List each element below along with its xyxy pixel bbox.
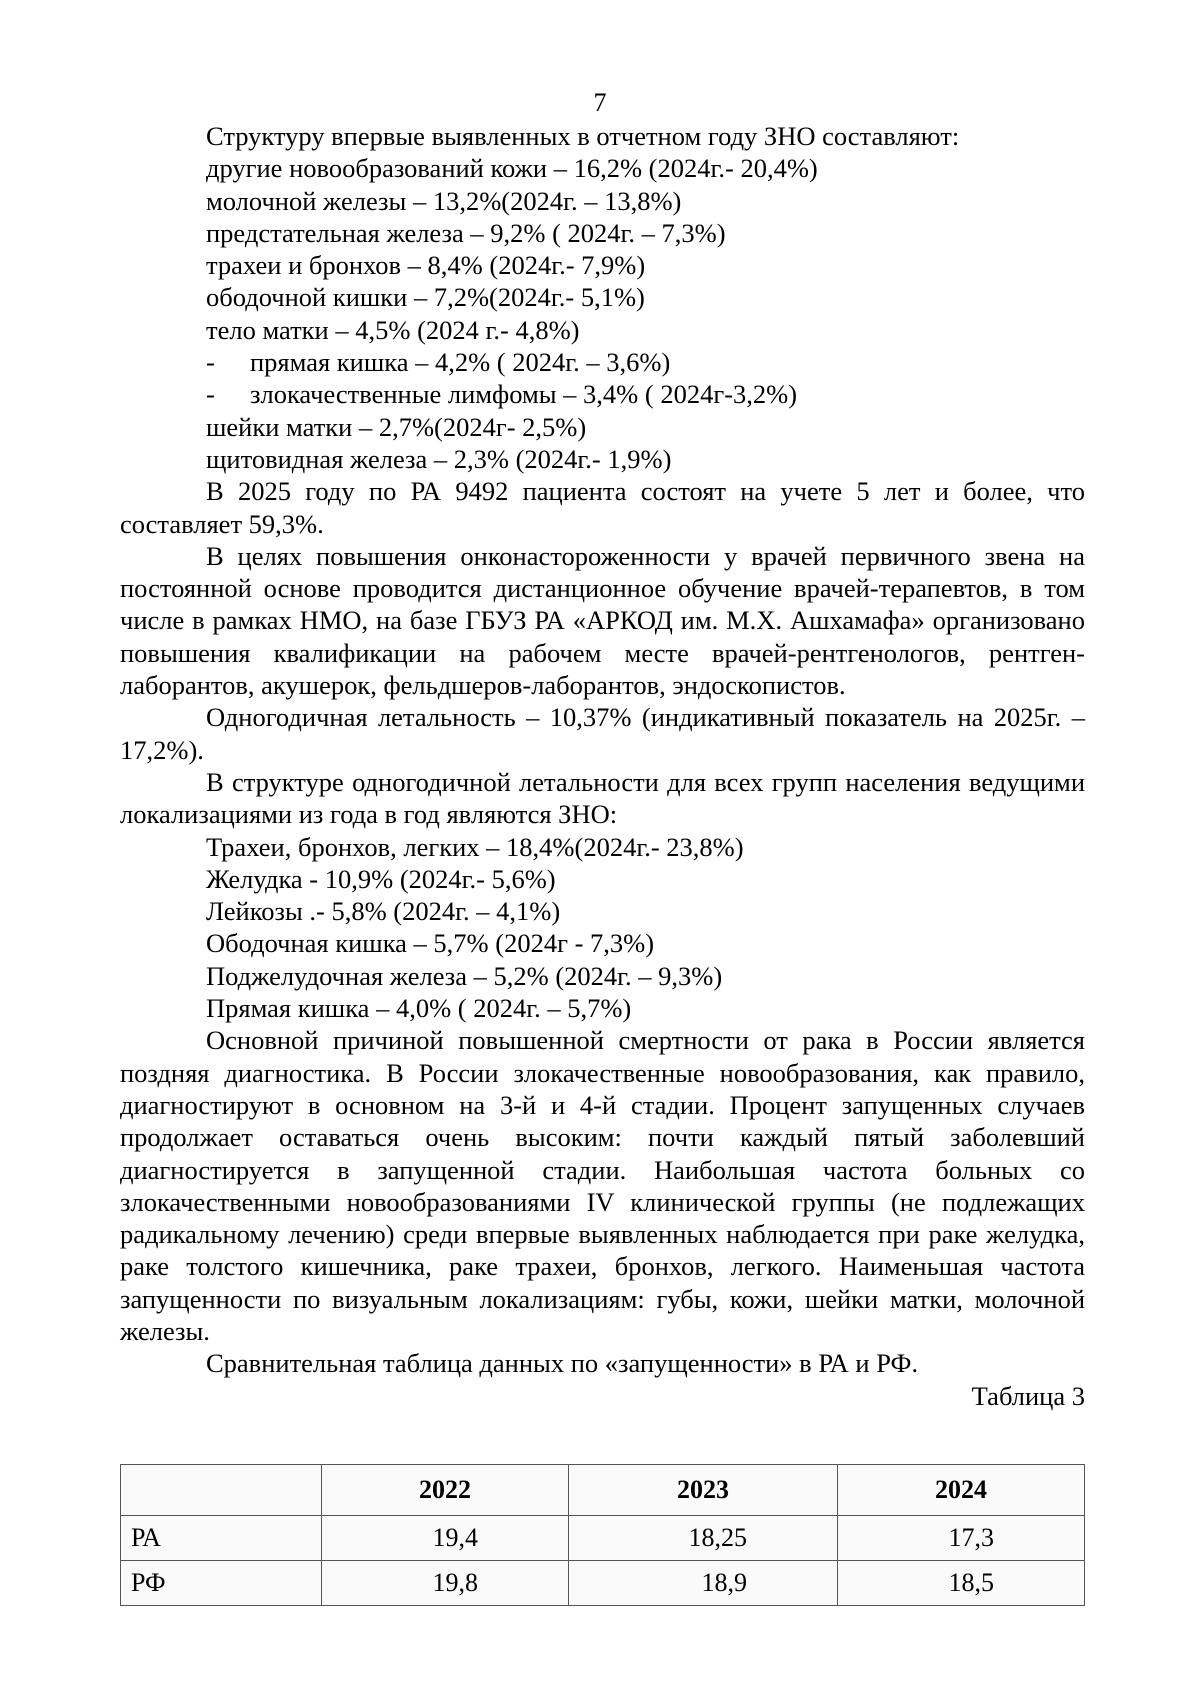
table-row-label: РА: [121, 1516, 322, 1561]
paragraph-lethality: Одногодичная летальность – 10,37% (индикативный показатель на 2025г. – 17,2%).: [120, 702, 1085, 765]
table-header-cell: 2022: [322, 1465, 569, 1516]
paragraph-training: В целях повышения онконастороженности у врачей первичного звена на постоянной основе проводится дистанционное обучение врачей-терапевтов, в том числе в рамках НМО, на базе ГБУЗ РА «АРКОД им. М.Х. Ашхамафа» организовано повышения квалификации на рабочем месте врачей-рентгенологов, рентген-лаборантов, акушерок, фельдшеров-лаборантов, эндоскопистов.: [120, 540, 1085, 701]
lethality-list: [120, 831, 1085, 1025]
table-cell: 19,4: [322, 1516, 569, 1561]
paragraph-mortality: Основной причиной повышенной смертности от рака в России является поздняя диагностика. В России злокачественные новообразования, как правило, диагностируют в основном на 3-й и 4-й стадии. Процент запущенных случаев продолжает оставаться очень высоким: почти каждый пятый заболевший диагностируется в запущенной стадии. Наибольшая частота больных со злокачественными новообразованиями IV клинической группы (не подлежащих радикальному лечению) среди впервые выявленных наблюдается при раке желудка, раке толстого кишечника, раке трахеи, бронхов, легкого. Наименьшая частота запущенности по визуальным локализациям: губы, кожи, шейки матки, молочной железы.: [120, 1025, 1085, 1346]
list-item: тело матки – 4,5% (2024 г.- 4,8%): [206, 314, 580, 345]
list-item: Ободочная кишка – 5,7% (2024г - 7,3%): [206, 928, 655, 959]
table-cell: 19,8: [322, 1561, 569, 1606]
table-row: [121, 1516, 1085, 1561]
list-item: предстательная железа – 9,2% ( 2024г. – 7,3%): [206, 217, 726, 248]
table-intro: Сравнительная таблица данных по «запущенности» в РА и РФ.: [206, 1348, 919, 1379]
list-item: - злокачественные лимфомы – 3,4% ( 2024г-3,2%): [206, 379, 798, 410]
list-item: Лейкозы .- 5,8% (2024г. – 4,1%): [206, 896, 561, 927]
paragraph-registered: В 2025 году по РА 9492 пациента состоят на учете 5 лет и более, что составляет 59,3%.: [120, 476, 1085, 539]
table-row-label: РФ: [121, 1561, 322, 1606]
list-item: Поджелудочная железа – 5,2% (2024г. – 9,3%): [206, 960, 723, 991]
structure-intro: Структуру впервые выявленных в отчетном году ЗНО составляют:: [206, 121, 960, 151]
list-item: ободочной кишки – 7,2%(2024г.- 5,1%): [206, 282, 645, 313]
page-number: 7: [593, 88, 607, 117]
list-item: шейки матки – 2,7%(2024г- 2,5%): [206, 411, 587, 442]
table-cell: 18,25: [569, 1516, 838, 1561]
list-item: Трахеи, бронхов, легких – 18,4%(2024г.- 23,8%): [206, 831, 744, 862]
table-row: [121, 1561, 1085, 1606]
list-item: щитовидная железа – 2,3% (2024г.- 1,9%): [206, 443, 672, 474]
table-cell: 18,5: [837, 1561, 1084, 1606]
list-item: другие новообразований кожи – 16,2% (2024г.- 20,4%): [206, 153, 818, 184]
table-header-cell: 2023: [569, 1465, 838, 1516]
list-item: трахеи и бронхов – 8,4% (2024г.- 7,9%): [206, 250, 646, 281]
list-item: Прямая кишка – 4,0% ( 2024г. – 5,7%): [206, 993, 632, 1024]
comparison-table: [120, 1464, 1085, 1606]
list-item: молочной железы – 13,2%(2024г. – 13,8%): [206, 185, 682, 216]
table-header-row: [121, 1465, 1085, 1516]
table-cell: 18,9: [569, 1561, 838, 1606]
document-body: [120, 120, 1085, 1412]
table-label: Таблица 3: [971, 1380, 1085, 1411]
structure-list: [120, 152, 1085, 475]
table-header-cell: [121, 1465, 322, 1516]
paragraph-lethality-structure: В структуре одногодичной летальности для всех групп населения ведущими локализациями из года в год являются ЗНО:: [120, 766, 1085, 830]
list-item: - прямая кишка – 4,2% ( 2024г. – 3,6%): [206, 347, 671, 378]
table-header-cell: 2024: [837, 1465, 1084, 1516]
list-item: Желудка - 10,9% (2024г.- 5,6%): [206, 863, 556, 894]
table-cell: 17,3: [837, 1516, 1084, 1561]
